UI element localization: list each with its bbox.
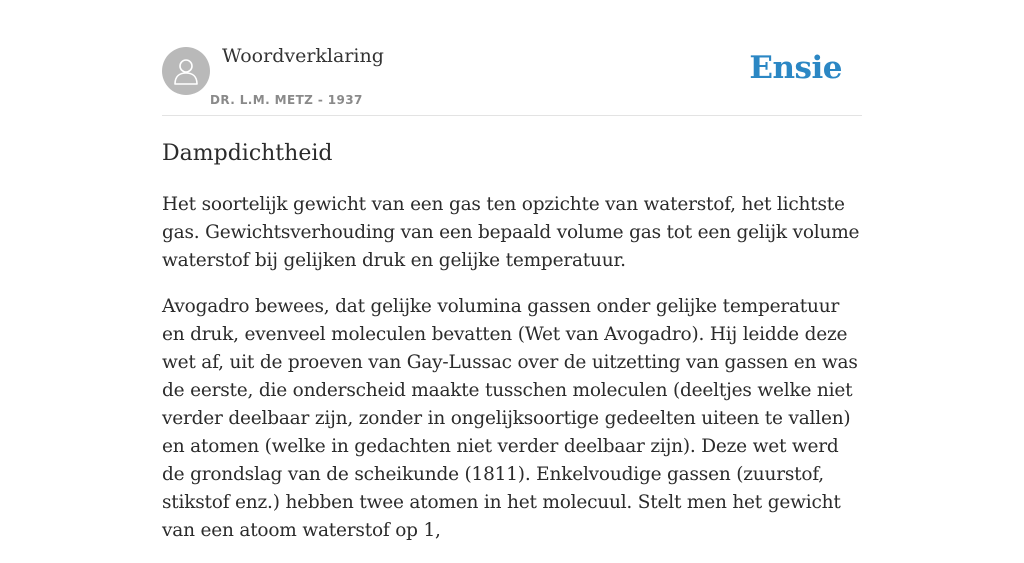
source-header — [162, 0, 862, 116]
source-meta: DR. L.M. METZ - 1937 — [210, 93, 363, 107]
article-paragraph: Avogadro bewees, dat gelijke volumina gassen onder gelijke temperatuur en druk, evenveel moleculen bevatten (Wet van Avogadro). Hij leidde deze wet af, uit de proeven van Gay-Lussac over de uitzetting van gassen en was de eerste, die onderscheid maakte tusschen moleculen (deeltjes welke niet verder deelbaar zijn, zonder in ongelijksoortige gedeelten uiteen te vallen) en atomen (welke in gedachten niet verder deelbaar zijn). Deze wet werd de grondslag van de scheikunde (1811). Enkelvoudige gassen (zuurstof, stikstof enz.) hebben twee atomen in het molecuul. Stelt men het gewicht van een atoom waterstof op 1, — [162, 296, 858, 541]
user-icon — [162, 47, 210, 95]
article-paragraph: Het soortelijk gewicht van een gas ten opzichte van waterstof, het lichtste gas. Gewichtsverhouding van een bepaald volume gas tot een gelijk volume waterstof bij gelijken druk en gelijke temperatuur. — [162, 194, 860, 271]
brand-logo[interactable]: Ensie — [749, 50, 842, 86]
article — [162, 138, 862, 563]
article-title: Dampdichtheid — [162, 141, 333, 166]
source-title[interactable]: Woordverklaring — [222, 45, 384, 67]
